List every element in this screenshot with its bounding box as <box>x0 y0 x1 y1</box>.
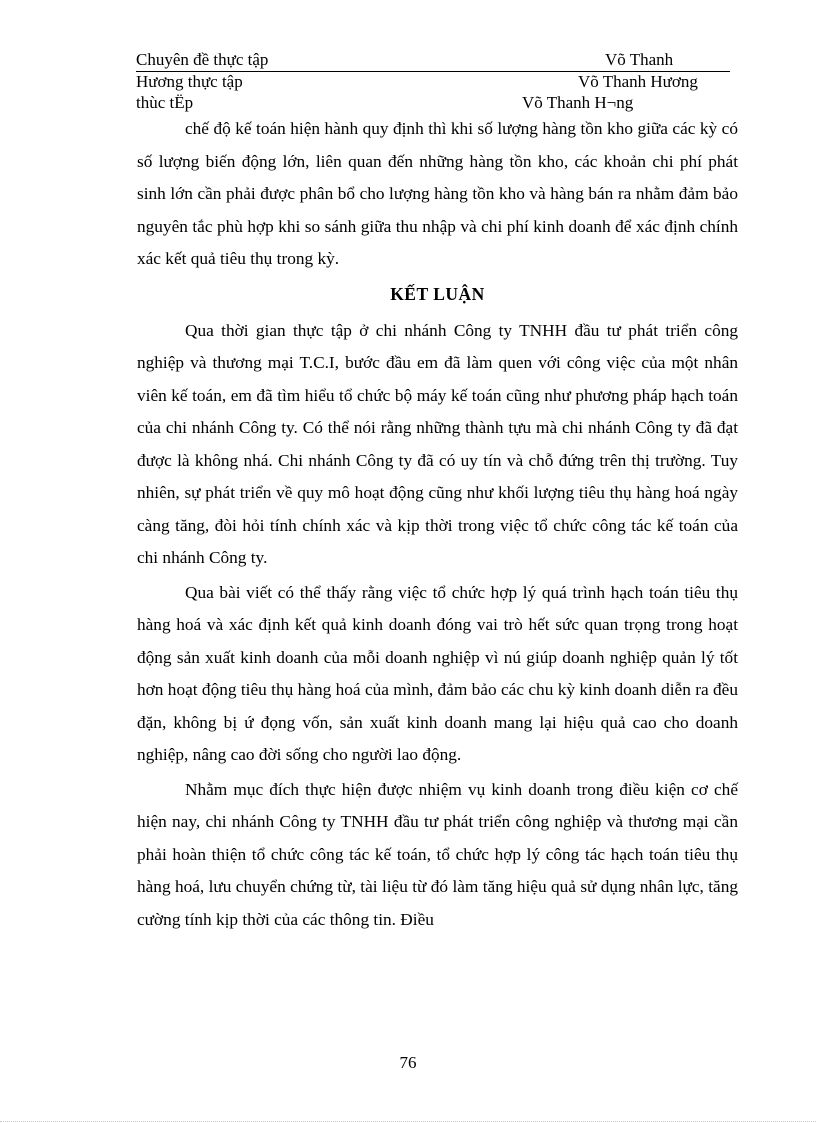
page-number: 76 <box>399 1053 417 1072</box>
header-author: Võ Thanh <box>605 50 674 69</box>
page-body <box>137 113 738 936</box>
section-heading: KẾT LUẬN <box>390 283 485 304</box>
header-author-2: Võ Thanh Hương <box>578 72 698 91</box>
running-header-continued <box>136 72 730 112</box>
header-row-3 <box>136 93 730 112</box>
header-doc-title-2: Hương thực tập <box>136 72 243 91</box>
header-doc-title-3: thùc tËp <box>136 93 194 112</box>
paragraph-2: Qua bài viết có thể thấy rằng việc tổ chức hợp lý quá trình hạch toán tiêu thụ hàng hoá và xác định kết quả kinh doanh đóng vai trò hết sức quan trọng trong hoạt động sản xuất kinh doanh của mỗi doanh nghiệp vì nú giúp doanh nghiệp quản lý tốt hơn hoạt động tiêu thụ hàng hoá của mình, đảm bảo các chu kỳ kinh doanh diễn ra đều đặn, không bị ứ đọng vốn, sản xuất kinh doanh mang lại hiệu quả cao cho doanh nghiệp, nâng cao đời sống cho người lao động. <box>137 582 738 764</box>
running-header <box>136 50 730 69</box>
paragraph-1: Qua thời gian thực tập ở chi nhánh Công ty TNHH đầu tư phát triển công nghiệp và thương mại T.C.I, bước đầu em đã làm quen với công việc của một nhân viên kế toán, em đã tìm hiểu tổ chức bộ máy kế toán cũng như phương pháp hạch toán của chi nhánh Công ty. Có thể nói rằng những thành tựu mà chi nhánh Công ty đã đạt được là không nhá. Chi nhánh Công ty đã có uy tín và chỗ đứng trên thị trường. Tuy nhiên, sự phát triển về quy mô hoạt động cũng như khối lượng tiêu thụ hàng hoá ngày càng tăng, đòi hỏi tính chính xác và kịp thời trong việc tổ chức công tác kế toán của chi nhánh Công ty. <box>137 320 738 567</box>
paragraph-3: Nhằm mục đích thực hiện được nhiệm vụ kinh doanh trong điều kiện cơ chế hiện nay, chi nhánh Công ty TNHH đầu tư phát triển công nghiệp và thương mại cần phải hoàn thiện tổ chức công tác kế toán, tổ chức hợp lý công tác hạch toán tiêu thụ hàng hoá, lưu chuyển chứng từ, tài liệu từ đó làm tăng hiệu quả sử dụng nhân lực, tăng cường tính kịp thời của các thông tin. Điều <box>137 779 738 929</box>
header-author-3: Võ Thanh H¬ng <box>522 93 634 112</box>
header-doc-title: Chuyên đề thực tập <box>136 50 269 69</box>
header-row-1 <box>136 50 730 69</box>
header-row-2 <box>136 72 730 91</box>
paragraph-intro: chế độ kế toán hiện hành quy định thì khi số lượng hàng tồn kho giữa các kỳ có số lượng biến động lớn, liên quan đến những hàng tồn kho, các khoản chi phí phát sinh lớn cần phải được phân bổ cho lượng hàng tồn kho và hàng bán ra nhằm đảm bảo nguyên tắc phù hợp khi so sánh giữa thu nhập và chi phí kinh doanh để xác định chính xác kết quả tiêu thụ trong kỳ. <box>137 119 738 268</box>
page-bottom-divider <box>0 1121 816 1122</box>
